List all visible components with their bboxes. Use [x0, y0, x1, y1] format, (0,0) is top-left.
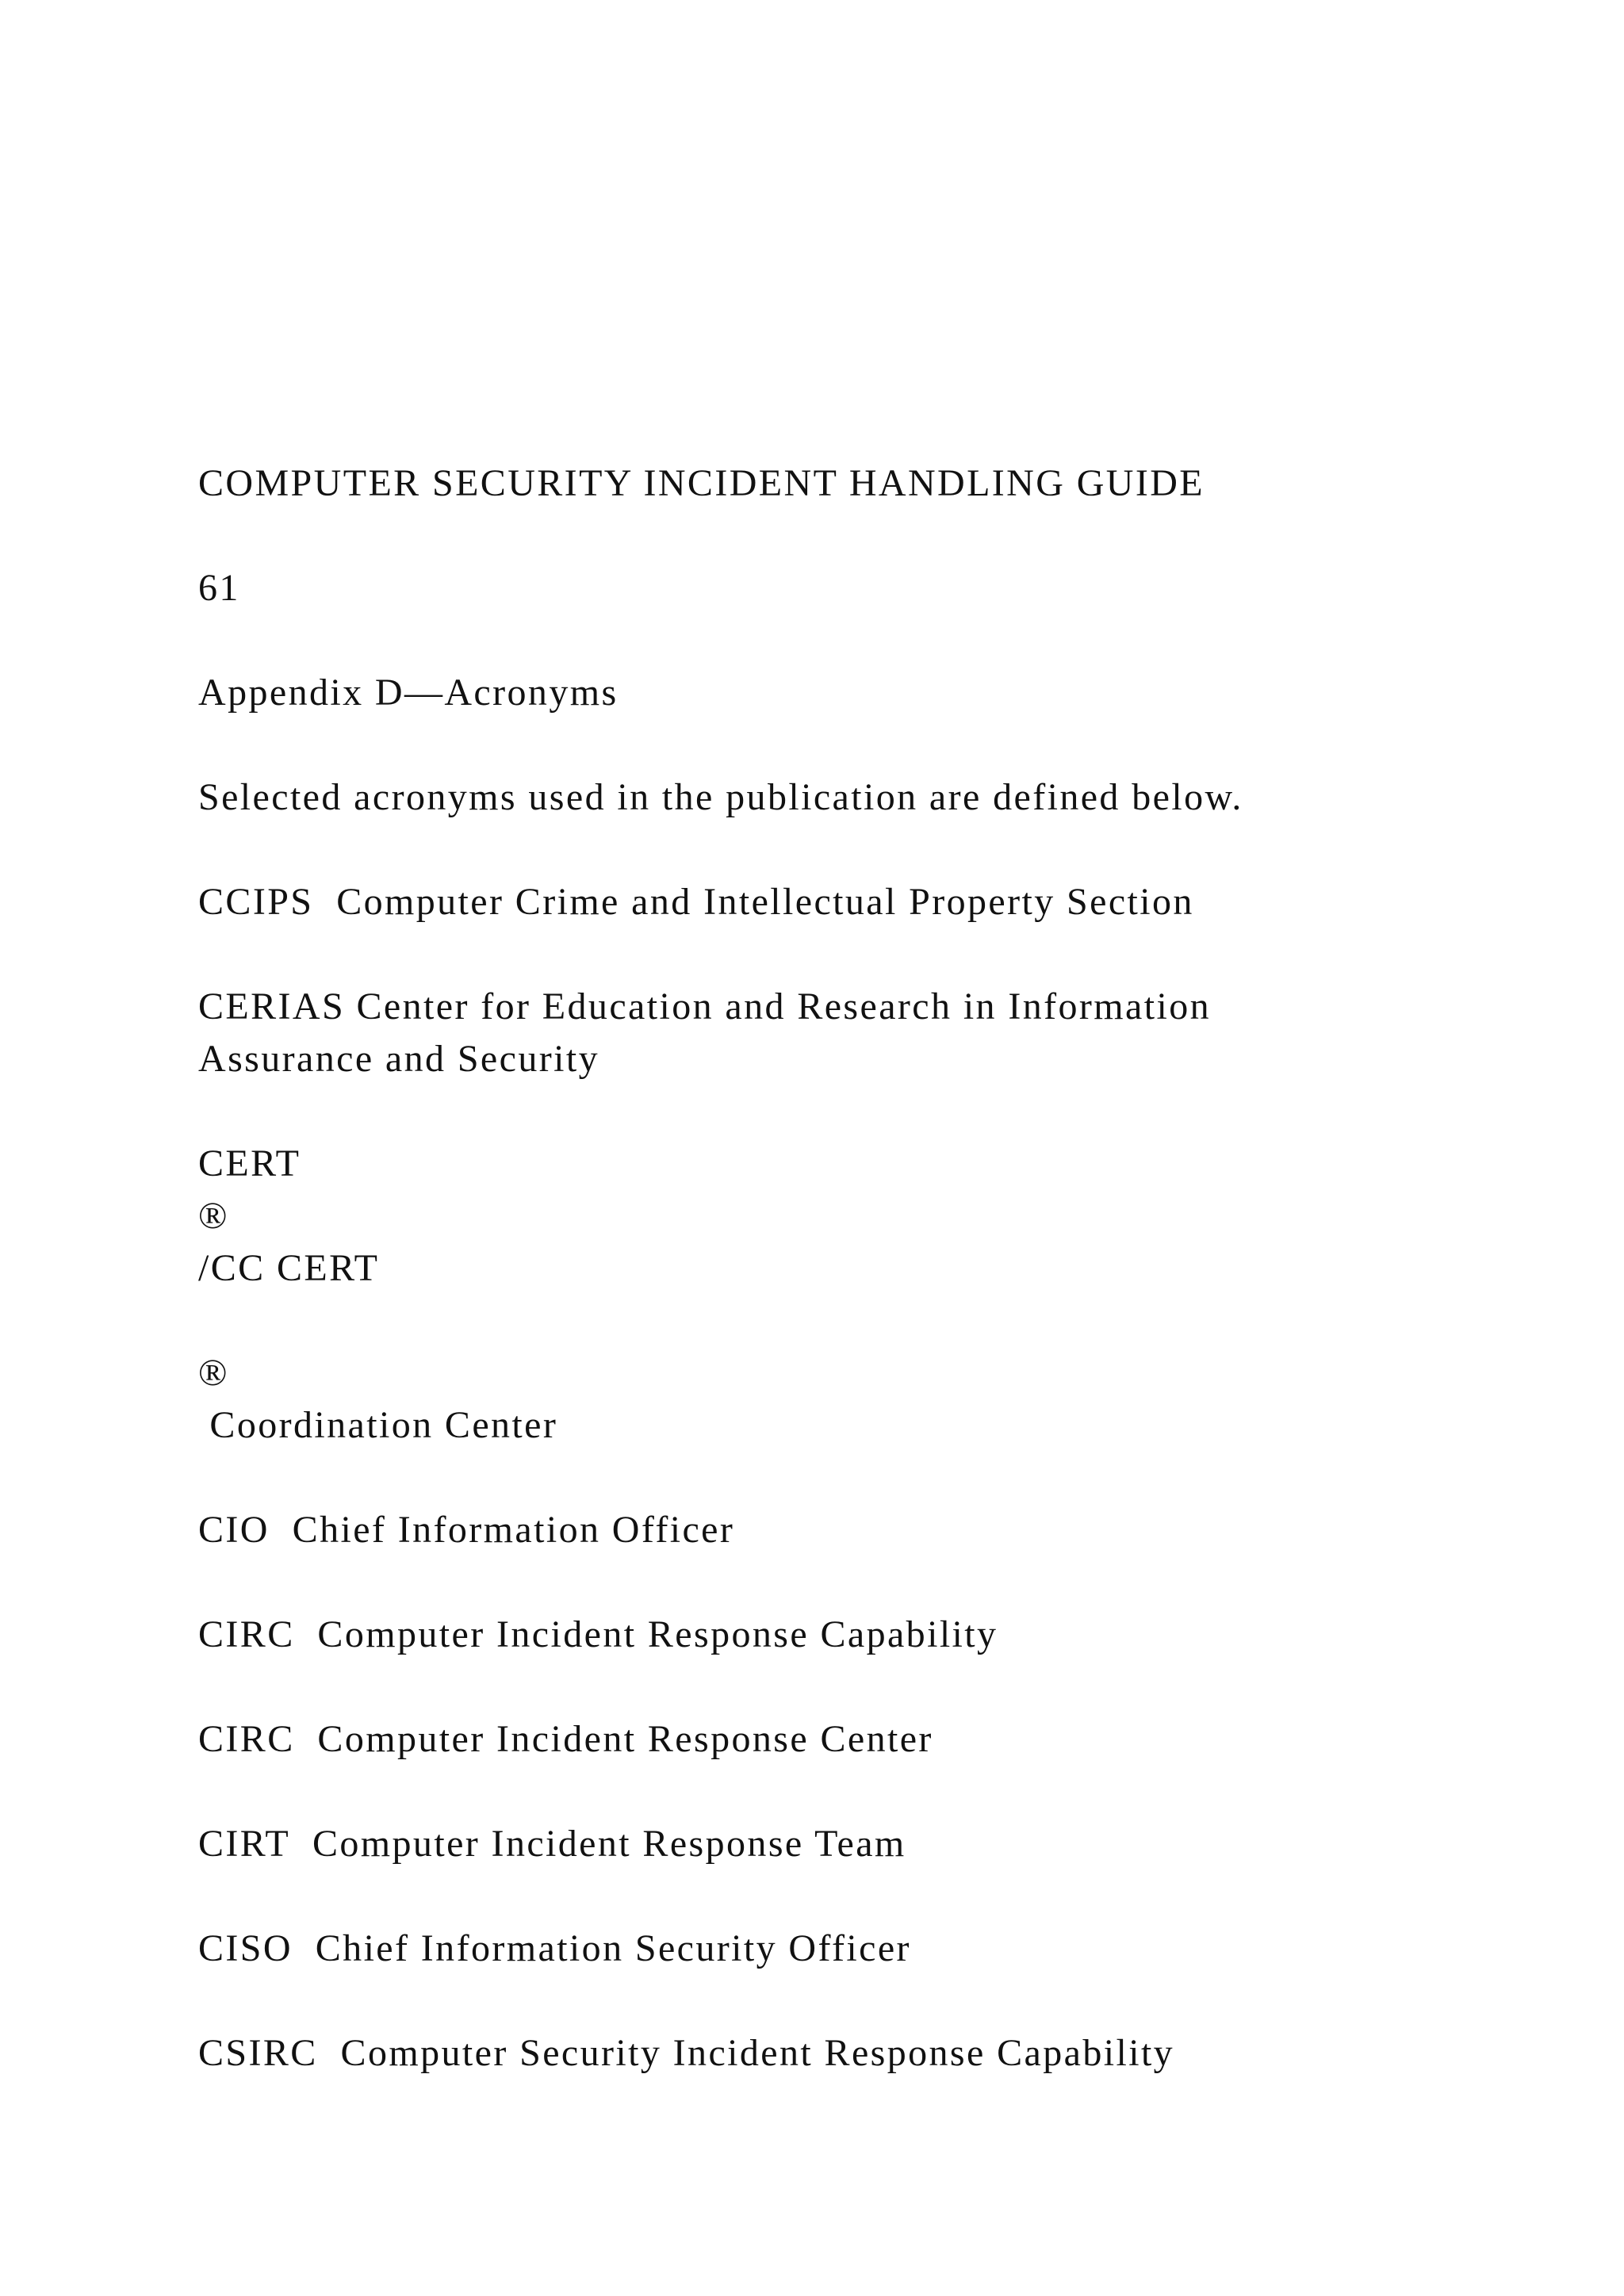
intro-paragraph: Selected acronyms used in the publication are defined below.	[198, 776, 1243, 818]
document-header-title: COMPUTER SECURITY INCIDENT HANDLING GUIDE	[198, 462, 1205, 504]
registered-mark: ®	[198, 1352, 229, 1394]
acronym-entry-cerias-line2: Assurance and Security	[198, 1038, 599, 1080]
section-title: Appendix D—Acronyms	[198, 672, 619, 714]
acronym-entry-ccips: CCIPS Computer Crime and Intellectual Property Section	[198, 881, 1194, 923]
acronym-entry-cert-definition: Coordination Center	[198, 1404, 558, 1446]
acronym-entry-ciso: CISO Chief Information Security Officer	[198, 1927, 911, 1969]
acronym-entry-cerias-line1: CERIAS Center for Education and Research in Information	[198, 985, 1212, 1027]
acronym-entry-cert: CERT	[198, 1142, 301, 1184]
registered-mark: ®	[198, 1195, 229, 1237]
acronym-entry-circ-capability: CIRC Computer Incident Response Capability	[198, 1613, 998, 1655]
acronym-entry-circ-center: CIRC Computer Incident Response Center	[198, 1718, 933, 1760]
page-number: 61	[198, 567, 240, 609]
acronym-entry-cert-cc: /CC CERT	[198, 1247, 380, 1289]
acronym-entry-cio: CIO Chief Information Officer	[198, 1509, 735, 1551]
acronym-entry-csirc: CSIRC Computer Security Incident Response Capability	[198, 2032, 1175, 2074]
acronym-entry-cirt: CIRT Computer Incident Response Team	[198, 1823, 906, 1865]
